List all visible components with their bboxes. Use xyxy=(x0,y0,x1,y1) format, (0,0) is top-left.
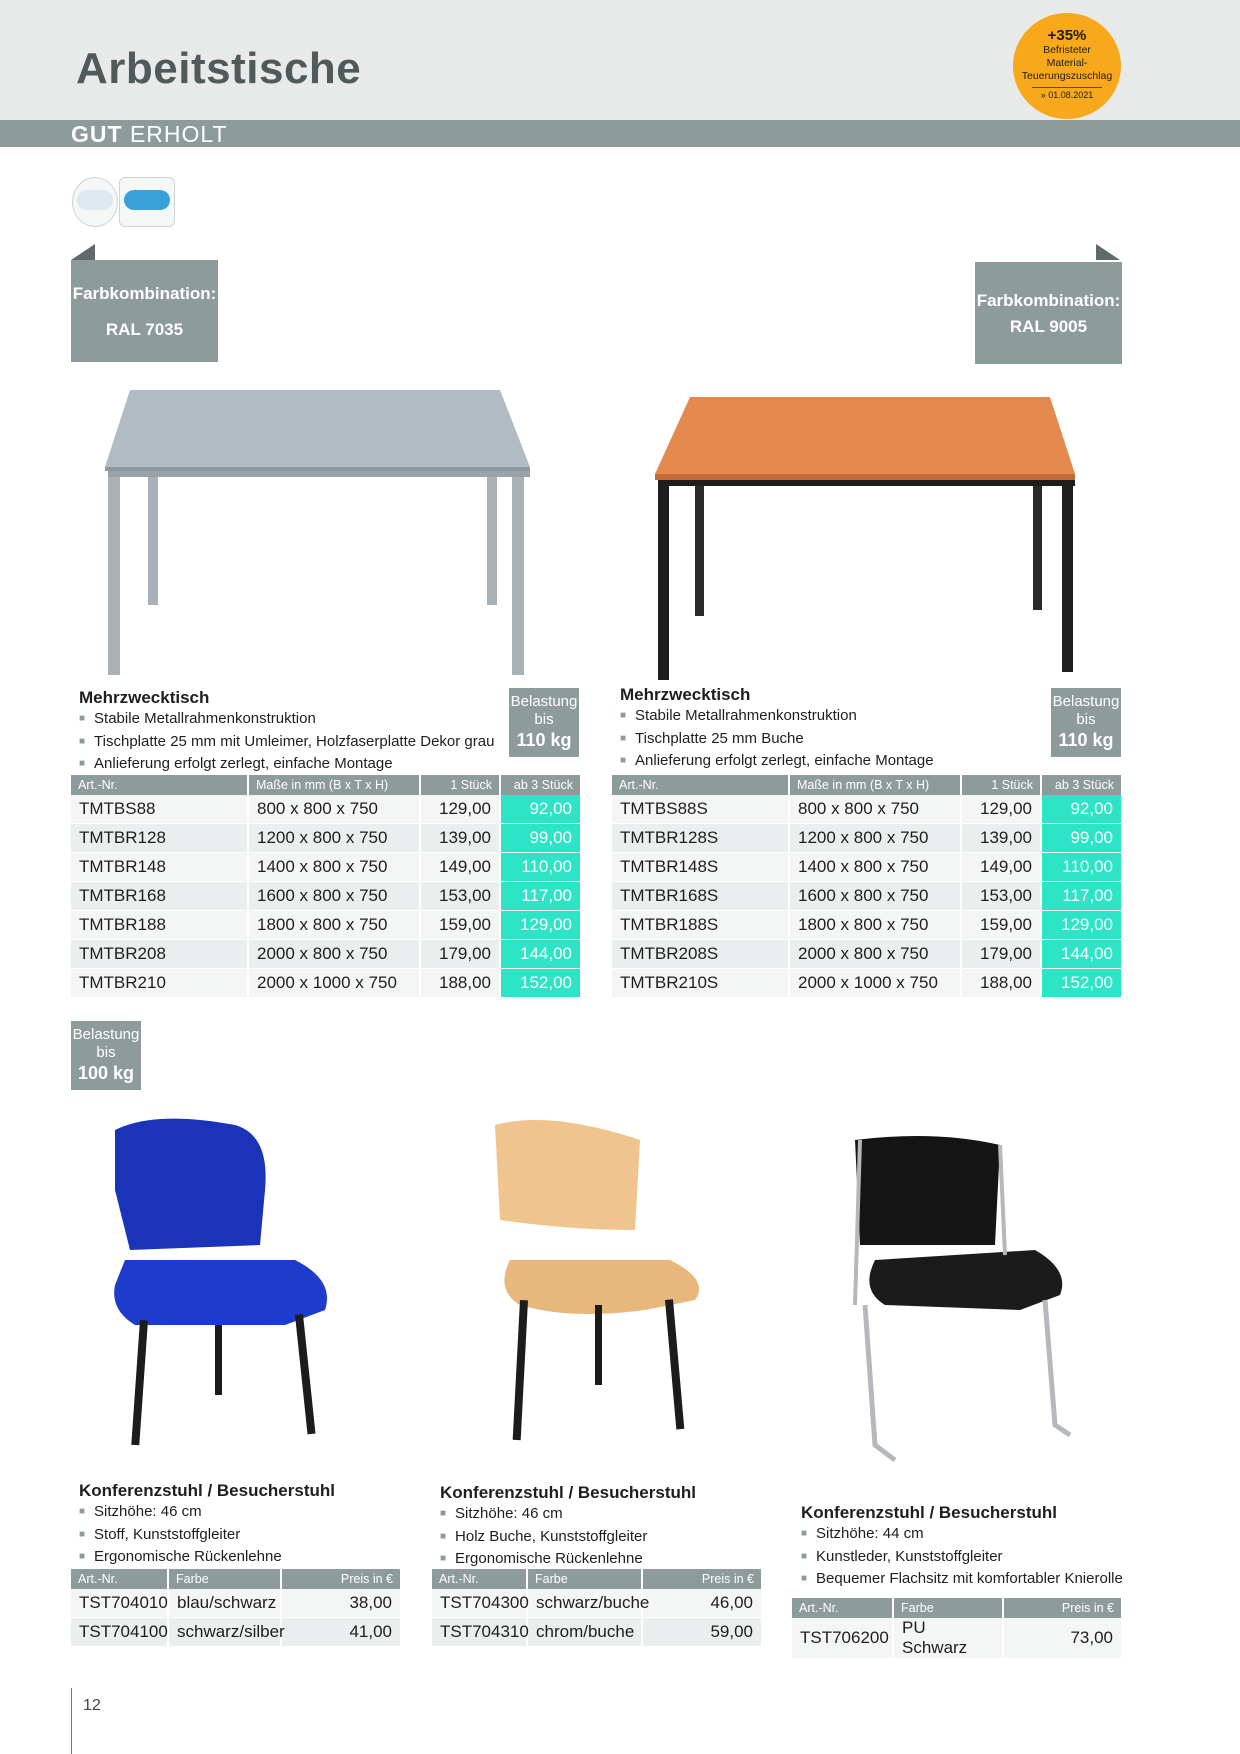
art-nr: TST706200 xyxy=(792,1618,893,1659)
col-header: Farbe xyxy=(893,1598,1003,1618)
table-header-row xyxy=(71,1569,401,1589)
page-number: 12 xyxy=(83,1697,101,1714)
price-single: 159,00 xyxy=(961,911,1041,940)
farb-label: Farbkombination: xyxy=(976,291,1121,310)
price-single: 129,00 xyxy=(420,795,500,824)
price-single: 159,00 xyxy=(420,911,500,940)
feature-item: ■ Anlieferung erfolgt zerlegt, einfache Montage xyxy=(620,751,934,774)
price-table-right xyxy=(612,775,1123,998)
dimensions: 1400 x 800 x 750 xyxy=(248,853,420,882)
feature-item: ■ Sitzhöhe: 44 cm xyxy=(801,1524,1123,1547)
feature-item: ■ Ergonomische Rückenlehne xyxy=(440,1549,647,1572)
feature-item: ■ Ergonomische Rückenlehne xyxy=(79,1547,282,1570)
price: 38,00 xyxy=(281,1589,401,1618)
price-bulk: 92,00 xyxy=(500,795,581,824)
gs-seal-icon xyxy=(119,177,175,227)
col-header: Maße in mm (B x T x H) xyxy=(789,775,961,795)
price-single: 139,00 xyxy=(961,824,1041,853)
feature-item: ■ Stabile Metallrahmenkonstruktion xyxy=(620,706,934,729)
art-nr: TMTBS88S xyxy=(612,795,789,824)
col-header: 1 Stück xyxy=(961,775,1041,795)
chair-title-3: Konferenzstuhl / Besucherstuhl xyxy=(801,1503,1057,1522)
farb-label: Farbkombination: xyxy=(72,284,217,303)
chair-features-2 xyxy=(440,1504,647,1572)
tab-corner-icon xyxy=(71,244,95,260)
dimensions: 2000 x 1000 x 750 xyxy=(789,969,961,998)
table-row xyxy=(612,853,1122,882)
feature-item: ■ Stabile Metallrahmenkonstruktion xyxy=(79,709,494,732)
dimensions: 1600 x 800 x 750 xyxy=(789,882,961,911)
art-nr: TMTBR128 xyxy=(71,824,248,853)
dimensions: 800 x 800 x 750 xyxy=(248,795,420,824)
feature-list-left xyxy=(79,709,494,777)
table-header-row xyxy=(612,775,1122,795)
art-nr: TST704300 xyxy=(432,1589,527,1618)
belastung-kg: 110 kg xyxy=(516,730,572,750)
badge-line1: Befristeter xyxy=(1043,44,1091,56)
table-header-row xyxy=(432,1569,762,1589)
table-row xyxy=(792,1618,1122,1659)
table-row xyxy=(612,911,1122,940)
feature-item: ■ Sitzhöhe: 46 cm xyxy=(79,1502,282,1525)
price-bulk: 92,00 xyxy=(1041,795,1122,824)
product-title-left: Mehrzwecktisch xyxy=(79,688,210,707)
table-row xyxy=(612,940,1122,969)
belastung-kg: 110 kg xyxy=(1058,730,1114,750)
color: schwarz/silber xyxy=(168,1618,281,1647)
belastung-bis: bis xyxy=(96,1044,116,1061)
table-row xyxy=(71,1618,401,1647)
col-header: Preis in € xyxy=(1003,1598,1122,1618)
price: 73,00 xyxy=(1003,1618,1122,1659)
table-row xyxy=(71,824,581,853)
price-bulk: 129,00 xyxy=(1041,911,1122,940)
price-single: 153,00 xyxy=(961,882,1041,911)
art-nr: TMTBR208S xyxy=(612,940,789,969)
price: 41,00 xyxy=(281,1618,401,1647)
table-row xyxy=(432,1589,762,1618)
price-single: 188,00 xyxy=(961,969,1041,998)
brand-light: ERHOLT xyxy=(129,121,228,147)
table-row xyxy=(612,969,1122,998)
feature-item: ■ Holz Buche, Kunststoffgleiter xyxy=(440,1527,647,1550)
col-header: ab 3 Stück xyxy=(1041,775,1122,795)
col-header: Art.-Nr. xyxy=(432,1569,527,1589)
table-row xyxy=(612,795,1122,824)
badge-line3: Teuerungszuschlag xyxy=(1021,70,1113,82)
col-header: Art.-Nr. xyxy=(792,1598,893,1618)
table-row xyxy=(432,1618,762,1647)
color: schwarz/buche xyxy=(527,1589,642,1618)
table-row xyxy=(612,882,1122,911)
art-nr: TMTBR168 xyxy=(71,882,248,911)
feature-item: ■ Sitzhöhe: 46 cm xyxy=(440,1504,647,1527)
chair-blue-image xyxy=(95,1110,355,1450)
belastung-kg: 100 kg xyxy=(77,1063,135,1083)
product-title-right: Mehrzwecktisch xyxy=(620,685,751,704)
dimensions: 2000 x 800 x 750 xyxy=(789,940,961,969)
farb-tab-right xyxy=(1096,244,1120,260)
farb-value: RAL 7035 xyxy=(105,320,184,339)
farbkombination-left xyxy=(71,260,218,362)
feature-item: ■ Tischplatte 25 mm Buche xyxy=(620,729,934,752)
price-bulk: 144,00 xyxy=(500,940,581,969)
dimensions: 1800 x 800 x 750 xyxy=(789,911,961,940)
col-header: Preis in € xyxy=(642,1569,762,1589)
belastung-label: Belastung xyxy=(72,1026,140,1043)
surcharge-badge xyxy=(1013,13,1121,119)
badge-divider xyxy=(1032,87,1102,88)
feature-item: ■ Tischplatte 25 mm mit Umleimer, Holzfaserplatte Dekor grau xyxy=(79,732,494,755)
brand-name xyxy=(71,121,228,148)
table-row xyxy=(71,882,581,911)
art-nr: TMTBR210S xyxy=(612,969,789,998)
col-header: Farbe xyxy=(168,1569,281,1589)
price-bulk: 129,00 xyxy=(500,911,581,940)
feature-item: ■ Bequemer Flachsitz mit komfortabler Knierolle xyxy=(801,1569,1123,1592)
price-single: 149,00 xyxy=(961,853,1041,882)
belastung-bis: bis xyxy=(534,711,554,728)
art-nr: TMTBS88 xyxy=(71,795,248,824)
price-single: 129,00 xyxy=(961,795,1041,824)
price-bulk: 152,00 xyxy=(500,969,581,998)
price-bulk: 99,00 xyxy=(1041,824,1122,853)
price-single: 139,00 xyxy=(420,824,500,853)
price-bulk: 110,00 xyxy=(500,853,581,882)
feature-item: ■ Anlieferung erfolgt zerlegt, einfache Montage xyxy=(79,754,494,777)
art-nr: TST704010 xyxy=(71,1589,168,1618)
belastung-badge-right xyxy=(1051,688,1121,757)
farb-tab-left xyxy=(71,244,95,260)
badge-date: » 01.08.2021 xyxy=(1040,90,1094,100)
feature-list-right xyxy=(620,706,934,774)
price-bulk: 117,00 xyxy=(500,882,581,911)
col-header: ab 3 Stück xyxy=(500,775,581,795)
farbkombination-right xyxy=(975,262,1122,364)
belastung-badge-chairs xyxy=(71,1021,141,1090)
chair-table-2 xyxy=(432,1569,763,1647)
price-bulk: 144,00 xyxy=(1041,940,1122,969)
price-bulk: 110,00 xyxy=(1041,853,1122,882)
price-bulk: 117,00 xyxy=(1041,882,1122,911)
belastung-label: Belastung xyxy=(510,693,578,710)
price-single: 149,00 xyxy=(420,853,500,882)
table-header-row xyxy=(71,775,581,795)
col-header: Art.-Nr. xyxy=(71,775,248,795)
art-nr: TMTBR168S xyxy=(612,882,789,911)
belastung-bis: bis xyxy=(1076,711,1096,728)
price-bulk: 99,00 xyxy=(500,824,581,853)
price: 59,00 xyxy=(642,1618,762,1647)
table-row xyxy=(71,1589,401,1618)
feature-item: ■ Stoff, Kunststoffgleiter xyxy=(79,1525,282,1548)
art-nr: TMTBR148 xyxy=(71,853,248,882)
price-single: 179,00 xyxy=(420,940,500,969)
table-row xyxy=(71,940,581,969)
footer-divider xyxy=(71,1688,72,1754)
table-row xyxy=(71,853,581,882)
tab-corner-icon xyxy=(1096,244,1120,260)
table-header-row xyxy=(792,1598,1122,1618)
col-header: Maße in mm (B x T x H) xyxy=(248,775,420,795)
color: PU Schwarz xyxy=(893,1618,1003,1659)
chair-features-1 xyxy=(79,1502,282,1570)
chair-table-1 xyxy=(71,1569,402,1647)
price-table-left xyxy=(71,775,582,998)
chair-beech-image xyxy=(470,1110,730,1450)
color: blau/schwarz xyxy=(168,1589,281,1618)
belastung-badge-left xyxy=(509,688,579,757)
art-nr: TMTBR208 xyxy=(71,940,248,969)
art-nr: TST704310 xyxy=(432,1618,527,1647)
price-single: 179,00 xyxy=(961,940,1041,969)
chair-title-2: Konferenzstuhl / Besucherstuhl xyxy=(440,1483,696,1502)
table-grey-image xyxy=(100,385,540,675)
art-nr: TST704100 xyxy=(71,1618,168,1647)
art-nr: TMTBR210 xyxy=(71,969,248,998)
table-row xyxy=(612,824,1122,853)
table-row xyxy=(71,795,581,824)
badge-percent: +35% xyxy=(1047,27,1087,44)
col-header: Art.-Nr. xyxy=(71,1569,168,1589)
badge-line2: Material- xyxy=(1046,57,1088,69)
feature-item: ■ Kunstleder, Kunststoffgleiter xyxy=(801,1547,1123,1570)
dimensions: 1200 x 800 x 750 xyxy=(248,824,420,853)
art-nr: TMTBR188 xyxy=(71,911,248,940)
price-bulk: 152,00 xyxy=(1041,969,1122,998)
chair-title-1: Konferenzstuhl / Besucherstuhl xyxy=(79,1481,335,1500)
col-header: Preis in € xyxy=(281,1569,401,1589)
chair-black-image xyxy=(835,1125,1095,1465)
col-header: Art.-Nr. xyxy=(612,775,789,795)
price: 46,00 xyxy=(642,1589,762,1618)
art-nr: TMTBR128S xyxy=(612,824,789,853)
brand-bold: GUT xyxy=(71,121,123,147)
price-single: 153,00 xyxy=(420,882,500,911)
art-nr: TMTBR148S xyxy=(612,853,789,882)
farb-value: RAL 9005 xyxy=(1009,317,1088,336)
table-row xyxy=(71,911,581,940)
dimensions: 1400 x 800 x 750 xyxy=(789,853,961,882)
table-beech-image xyxy=(650,392,1080,682)
dimensions: 2000 x 1000 x 750 xyxy=(248,969,420,998)
dimensions: 1800 x 800 x 750 xyxy=(248,911,420,940)
chair-table-3 xyxy=(792,1598,1123,1659)
dimensions: 800 x 800 x 750 xyxy=(789,795,961,824)
belastung-label: Belastung xyxy=(1052,693,1120,710)
page-title: Arbeitstische xyxy=(76,44,362,93)
table-row xyxy=(71,969,581,998)
col-header: 1 Stück xyxy=(420,775,500,795)
dimensions: 1200 x 800 x 750 xyxy=(789,824,961,853)
price-single: 188,00 xyxy=(420,969,500,998)
col-header: Farbe xyxy=(527,1569,642,1589)
chair-features-3 xyxy=(801,1524,1123,1592)
color: chrom/buche xyxy=(527,1618,642,1647)
tuv-seal-icon xyxy=(72,177,118,227)
dimensions: 2000 x 800 x 750 xyxy=(248,940,420,969)
dimensions: 1600 x 800 x 750 xyxy=(248,882,420,911)
art-nr: TMTBR188S xyxy=(612,911,789,940)
